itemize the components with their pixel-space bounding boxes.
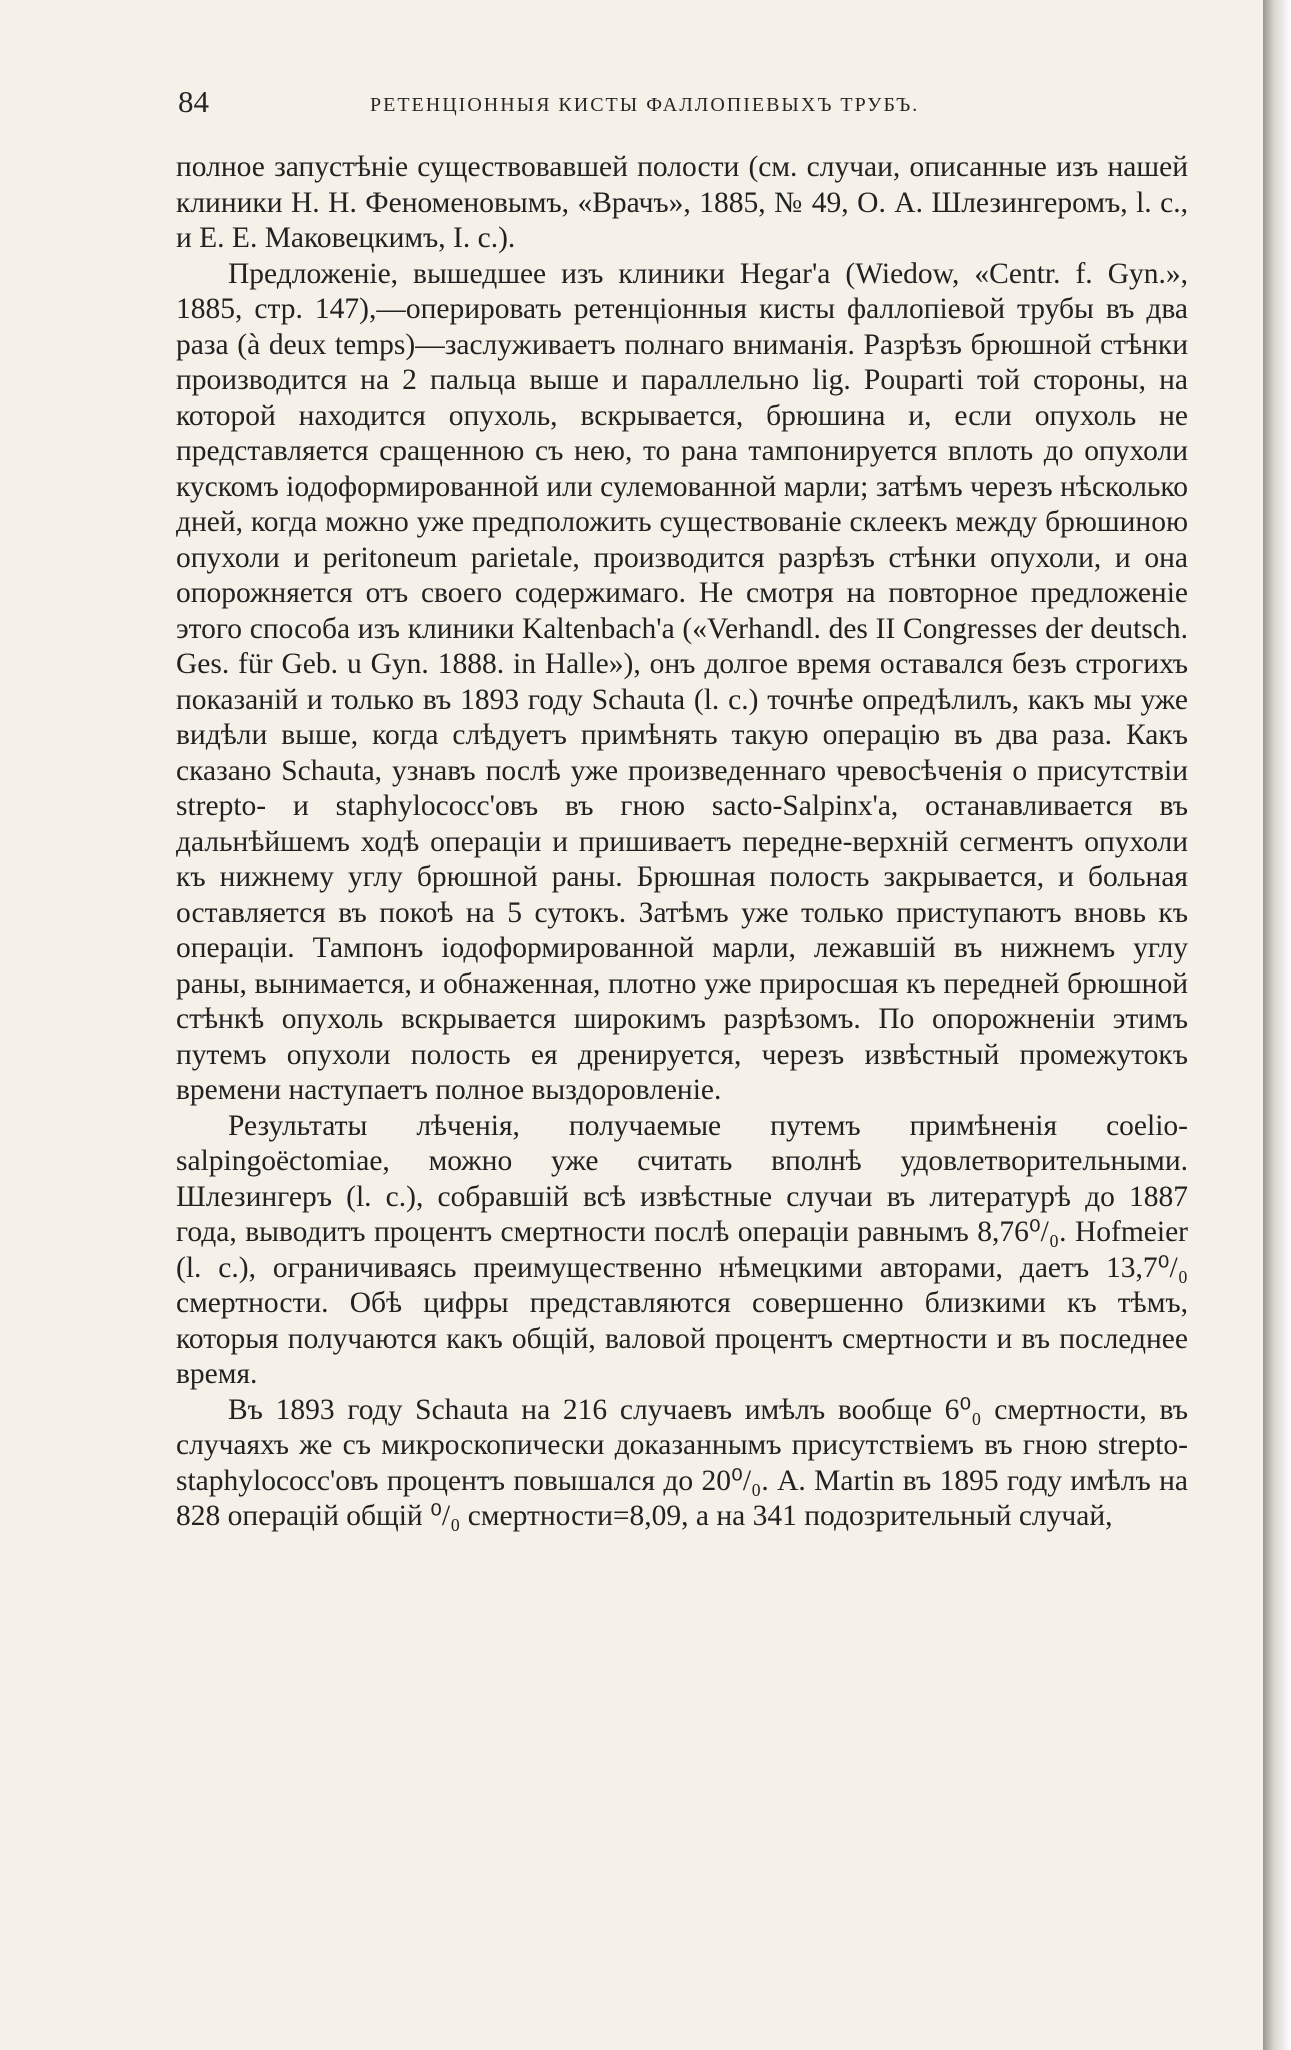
body-text: [176, 150, 1188, 1535]
page-edge-shadow: [1263, 0, 1291, 2050]
page-number: 84: [178, 84, 209, 119]
paragraph-2: Предложеніе, вышедшее изъ клиники Hegar'а (Wiedow, «Centr. f. Gyn.», 1885, стр. 147),—оперировать ретенціонныя кисты фаллопіевой трубы въ два раза (à deux temps)—заслуживаетъ полнаго вниманія. Разрѣзъ брюшной стѣнки производится на 2 пальца выше и параллельно lig. Pouparti той стороны, на которой находится опухоль, вскрывается, брюшина и, если опухоль не представляется сращенною съ нею, то рана тампонируется вплоть до опухоли кускомъ іодоформированной или сулемованной марли; затѣмъ черезъ нѣсколько дней, когда можно уже предположить существованіе склеекъ между брюшиною опухоли и peritoneum parietale, производится разрѣзъ стѣнки опухоли, и она опорожняется отъ своего содержимаго. Не смотря на повторное предложеніе этого способа изъ клиники Kaltenbach'а («Verhandl. des II Congresses der deutsch. Ges. für Geb. u Gyn. 1888. in Halle»), онъ долгое время оставался безъ строгихъ показаній и только въ 1893 году Schauta (l. c.) точнѣе опредѣлилъ, какъ мы уже видѣли выше, когда слѣдуетъ примѣнять такую операцію въ два раза. Какъ сказано Schauta, узнавъ послѣ уже произведеннаго чревосѣченія о присутствіи strepto- и staphylococc'овъ въ гною sacto-Salpinx'а, останавливается въ дальнѣйшемъ ходѣ операціи и пришиваетъ передне-верхній сегментъ опухоли къ нижнему углу брюшной раны. Брюшная полость закрывается, и больная оставляется въ покоѣ на 5 сутокъ. Затѣмъ уже только приступаютъ вновь къ операціи. Тампонъ іодоформированной марли, лежавшій въ нижнемъ углу раны, вынимается, и обнаженная, плотно уже приросшая къ передней брюшной стѣнкѣ опухоль вскрывается широкимъ разрѣзомъ. По опорожненіи этимъ путемъ опухоли полость ея дренируется, черезъ извѣстный промежутокъ времени наступаетъ полное выздоровленіе.: [176, 257, 1188, 1106]
paragraph-1: полное запустѣніе существовавшей полости (см. случаи, описанные изъ нашей клиники Н. Н. Феноменовымъ, «Врачъ», 1885, № 49, О. А. Шлезингеромъ, l. c., и Е. Е. Маковецкимъ, I. c.).: [176, 151, 1188, 254]
paragraph-3: Результаты лѣченія, получаемые путемъ примѣненія coelio-salpingoëctomiae, можно уже считать вполнѣ удовлетворительными. Шлезингеръ (l. c.), собравшій всѣ извѣстные случаи въ литературѣ до 1887 года, выводитъ процентъ смертности послѣ операціи равнымъ 8,76⁰/₀. Hofmeier (l. c.), ограничиваясь преимущественно нѣмецкими авторами, даетъ 13,7⁰/₀ смертности. Обѣ цифры представляются совершенно близкими къ тѣмъ, которыя получаются какъ общій, валовой процентъ смертности и въ последнее время.: [176, 1109, 1188, 1390]
paragraph-4: Въ 1893 году Schauta на 216 случаевъ имѣлъ вообще 6⁰₀ смертности, въ случаяхъ же съ микроскопически доказаннымъ присутствіемъ въ гною strepto-staphylococc'овъ процентъ повышался до 20⁰/₀. A. Martin въ 1895 году имѣлъ на 828 операцій общій ⁰/₀ смертности=8,09, а на 341 подозрительный случай,: [176, 1393, 1188, 1532]
running-title: РЕТЕНЦІОННЫЯ КИСТЫ ФАЛЛОПІЕВЫХЪ ТРУБЪ.: [370, 94, 920, 116]
page-header: [0, 84, 1263, 124]
